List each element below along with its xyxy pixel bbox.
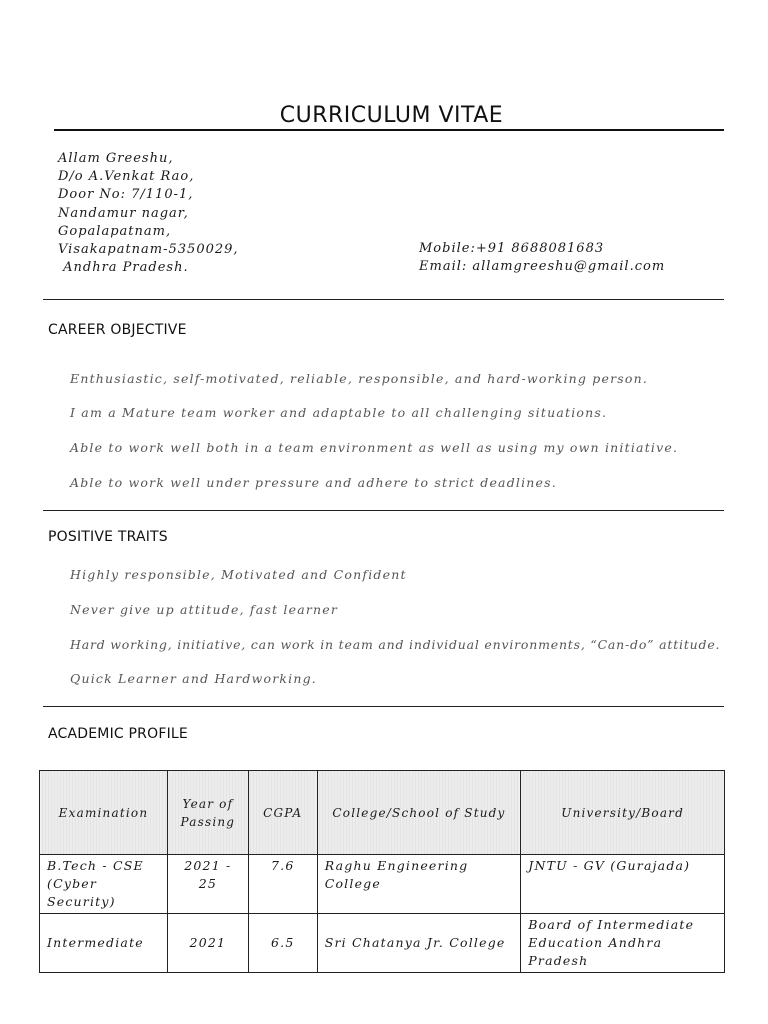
cell-cgpa: 6.5	[248, 914, 317, 973]
section-divider	[43, 706, 724, 707]
mobile-number: Mobile:+91 8688081683	[419, 241, 605, 256]
table-row	[40, 855, 725, 914]
positive-trait-line: Quick Learner and Hardworking.	[70, 671, 317, 686]
career-objective-line: Enthusiastic, self-motivated, reliable, responsible, and hard-working person.	[70, 371, 649, 386]
address-line: D/o A.Venkat Rao,	[58, 169, 195, 185]
career-objective-line: I am a Mature team worker and adaptable to all challenging situations.	[70, 405, 608, 420]
cell-line: College	[324, 876, 381, 891]
header-year-of-passing	[167, 771, 248, 855]
cell-line: JNTU - GV (Gurajada)	[528, 858, 691, 873]
cell-examination	[40, 855, 168, 914]
cell-cgpa: 7.6	[248, 855, 317, 914]
career-objective-line: Able to work well under pressure and adhere to strict deadlines.	[70, 475, 557, 490]
header-year-line: Year of	[182, 796, 234, 811]
cell-board	[521, 855, 725, 914]
header-college: College/School of Study	[317, 771, 521, 855]
address-line: Andhra Pradesh.	[58, 260, 189, 276]
cell-college	[317, 914, 521, 973]
cell-line: Sri Chatanya Jr. College	[324, 935, 506, 950]
cell-examination	[40, 914, 168, 973]
positive-trait-line: Hard working, initiative, can work in team and individual environments, “Can-do” attitude.	[70, 637, 721, 652]
header-examination: Examination	[40, 771, 168, 855]
cell-year: 2021	[167, 914, 248, 973]
positive-trait-line: Never give up attitude, fast learner	[70, 602, 339, 617]
cell-line: Board of Intermediate	[528, 917, 695, 932]
cell-line: Intermediate	[47, 935, 144, 950]
cell-line: B.Tech - CSE	[47, 858, 144, 873]
email-address: Email: allamgreeshu@gmail.com	[419, 259, 666, 275]
header-board: University/Board	[521, 771, 725, 855]
address-line: Visakapatnam-5350029,	[58, 242, 239, 258]
cell-line: Raghu Engineering	[324, 858, 469, 873]
header-cgpa: CGPA	[248, 771, 317, 855]
cell-line: (Cyber Security)	[47, 876, 116, 909]
positive-traits-heading: POSITIVE TRAITS	[48, 529, 168, 545]
address-line: Gopalapatnam,	[58, 223, 172, 239]
cell-line: Education Andhra Pradesh	[528, 935, 663, 968]
address-line: Door No: 7/110-1,	[58, 187, 194, 203]
academic-table	[39, 770, 725, 973]
document-title: CURRICULUM VITAE	[279, 103, 504, 128]
header-year-line: Passing	[180, 814, 236, 829]
section-divider	[43, 510, 724, 511]
career-objective-heading: CAREER OBJECTIVE	[48, 322, 187, 338]
academic-profile-heading: ACADEMIC PROFILE	[48, 726, 188, 742]
table-row	[40, 914, 725, 973]
title-underline	[54, 129, 724, 131]
contact-block	[419, 240, 665, 276]
cell-year: 2021 - 25	[167, 855, 248, 914]
table-header-row	[40, 771, 725, 855]
address-line: Nandamur nagar,	[58, 205, 189, 221]
cell-board	[521, 914, 725, 973]
address-block	[58, 150, 239, 277]
section-divider	[43, 299, 724, 300]
address-line: Allam Greeshu,	[58, 151, 174, 166]
positive-trait-line: Highly responsible, Motivated and Confident	[70, 567, 407, 582]
career-objective-line: Able to work well both in a team environment as well as using my own initiative.	[70, 440, 679, 455]
cell-college	[317, 855, 521, 914]
